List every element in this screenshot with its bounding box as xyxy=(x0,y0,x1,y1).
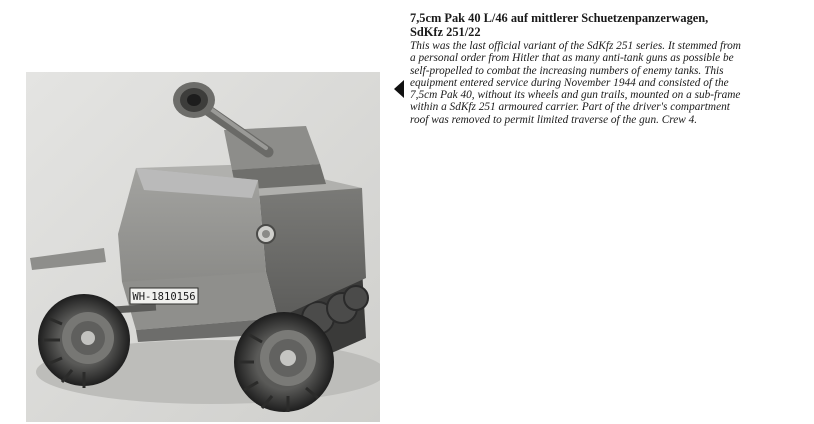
licence-plate-text: WH-1810156 xyxy=(132,291,196,303)
caption-body-line: roof was removed to permit limited traverse of the gun. Crew 4. xyxy=(410,113,698,126)
caption-body xyxy=(410,40,806,126)
caption-title-line: SdKfz 251/22 xyxy=(410,24,481,39)
caption-title xyxy=(410,12,806,39)
halftrack-illustration xyxy=(26,72,380,422)
caption-block xyxy=(410,12,806,126)
caption-body-line: a personal order from Hitler that as many anti-tank guns as possible be xyxy=(410,52,734,65)
caption-body-line: self-propelled to combat the increasing numbers of enemy tanks. This xyxy=(410,64,724,77)
caption-title-line: 7,5cm Pak 40 L/46 auf mittlerer Schuetzenpanzerwagen, xyxy=(410,11,709,25)
caption-pointer-arrow-icon xyxy=(394,80,404,98)
caption-body-line: This was the last official variant of the SdKfz 251 series. It stemmed from xyxy=(410,40,741,52)
caption-body-line: within a SdKfz 251 armoured carrier. Part of the driver's compartment xyxy=(410,101,730,114)
vehicle-photograph xyxy=(26,72,380,422)
caption-body-line: equipment entered service during November 1944 and consisted of the xyxy=(410,76,729,89)
caption-body-line: 7,5cm Pak 40, without its wheels and gun trails, mounted on a sub-frame xyxy=(410,89,741,102)
